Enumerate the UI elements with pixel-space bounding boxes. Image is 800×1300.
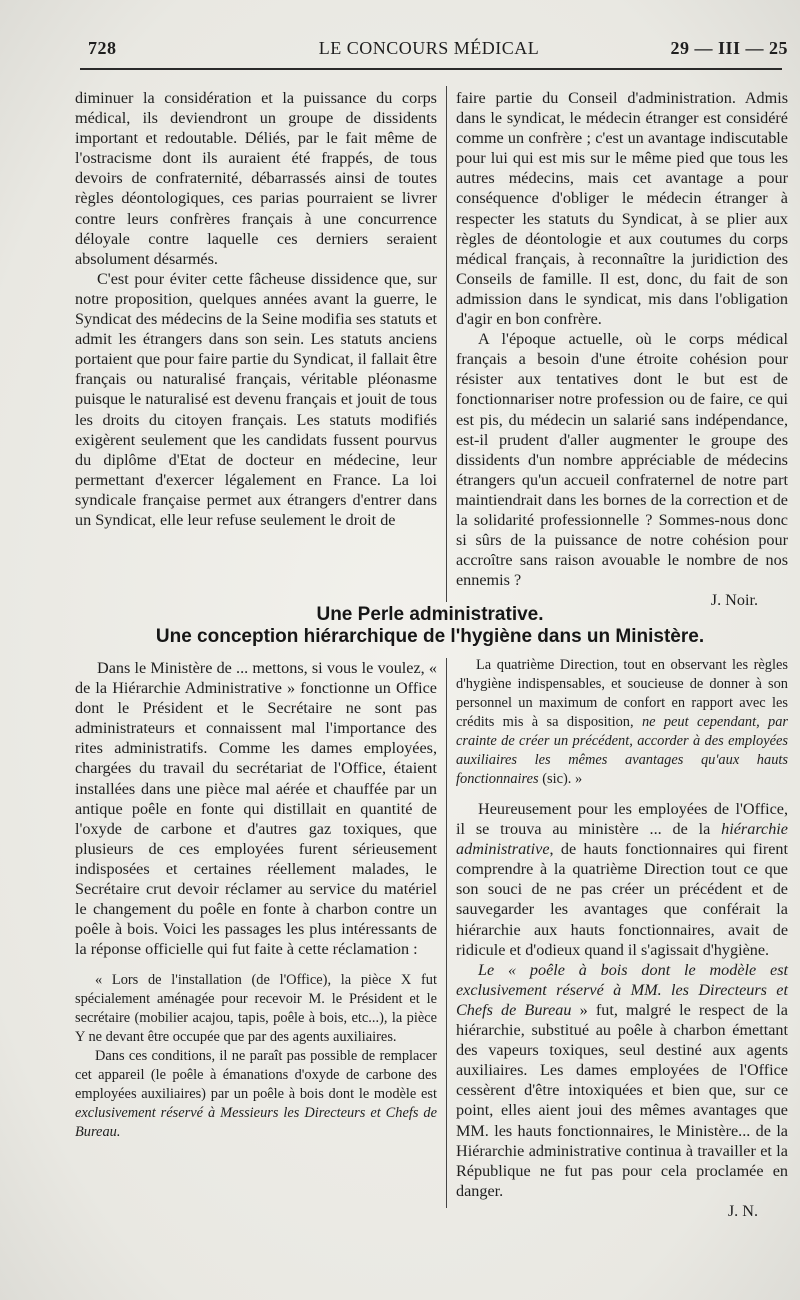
official-quote [75, 971, 437, 1142]
paragraph: C'est pour éviter cette fâcheuse dissidence que, sur notre proposition, quelques années avant la guerre, le Syndicat des médecins de la Seine modifia ses statuts et admit les étrangers dans son sein. Les statuts anciens portaient que pour faire partie du Syndicat, il fallait être français ou naturalisé français, véritable pléonasme puisque le naturalisé est devenu français et jouit de tous les droits du citoyen français. Les statuts modifiés exigèrent seulement que les candidats fussent pourvus du diplôme d'Etat de docteur en médecine, leur permettant d'exercer légalement en France. La loi syndicale française permet aux étrangers d'entrer dans un Syndicat, elle leur refuse seulement le droit de [75, 269, 437, 529]
page-number: 728 [88, 38, 117, 58]
paragraph: A l'époque actuelle, où le corps médical français a besoin d'une étroite cohésion pour résister aux tentatives dont le but est de fonctionnariser notre profession ou de faire, ce qui est pis, du médecin un salarié sans indépendance, est-il prudent d'aller augmenter le groupe des dissidents d'un nombre appréciable de médecins étrangers qu'un accueil confraternel de notre part maintiendrait dans les bornes de la correction et de la solidarité professionnelle ? Sommes-nous donc si sûrs de la puissance de notre cohésion pour accroître sans raison avouable le nombre de nos ennemis ? [456, 330, 788, 590]
quote-paragraph: « Lors de l'installation (de l'Office), la pièce X fut spécialement aménagée pour recevoir M. le Président et le secrétaire (mobilier acajou, tapis, poêle à bois, etc...), la pièce Y ne devant être occupée que par des agents auxiliaires. [75, 972, 437, 1046]
signature: J. Noir. [710, 591, 758, 610]
header-rule [80, 68, 782, 70]
paragraph: Le « poêle à bois dont le modèle est exclusivement réservé à MM. les Directeurs et Chefs de Bureau » fut, malgré le respect de la hiérarchie, substitué au poêle à charbon émettant des vapeurs toxiques, seul destiné aux agents auxiliaires. Les dames employées de l'Office cessèrent d'être intoxiquées et bien que, sur ce point, elles aient joui des mêmes avantages que MM. les hauts fonctionnaires, le Ministère... de la Hiérarchie administrative continua à travailler et la République ne fut pas pour cela proclamée en danger. [456, 960, 788, 1200]
paragraph: diminuer la considération et la puissance du corps médical, ils deviendront un groupe de dissidents important et redoutable. Déliés, par le fait même de l'ostracisme dont ils auraient été frappés, de tous devoirs de confraternité, débarrassés ainsi de toutes règles déontologiques, ces parias pourraient se livrer contre leurs confrères français à une concurrence déloyale contre laquelle ces derniers seraient absolument désarmés. [75, 89, 437, 268]
paragraph: faire partie du Conseil d'administration. Admis dans le syndicat, le médecin étranger est considéré comme un confrère ; c'est un avantage indiscutable pour lui qui est mis sur le même pied que tous les autres médecins, mais cet avantage a pour conséquence d'obliger le médecin étranger à respecter les statuts du Syndicat, à se plier aux règles de déontologie et aux coutumes du corps médical français, à reconnaître la juridiction des Conseils de famille. Il est, donc, du fait de son admission dans le syndicat, mis dans l'obligation d'agir en bon confrère. [456, 89, 788, 329]
top-left-column [75, 88, 437, 530]
issue-date: 29 — III — 25 [670, 38, 788, 58]
top-right-column [456, 88, 788, 610]
article-title: Une Perle administrative. [316, 604, 544, 625]
quote-paragraph: La quatrième Direction, tout en observant les règles d'hygiène indispensables, et soucieuse de donner à son personnel un maximum de confort en rapport avec les crédits mis à sa disposition, ne peut cependant, par crainte de créer un précédent, accorder à des employées auxiliaires les mêmes avantages qu'aux hauts fonctionnaires (sic). » [456, 657, 788, 787]
article-right-column [456, 656, 788, 1221]
article-left-column [75, 658, 437, 1142]
quote-paragraph: Dans ces conditions, il ne paraît pas possible de remplacer cet appareil (le poêle à émanations d'oxyde de carbone des employées auxiliaires) par un poêle à bois dont le modèle est exclusivement réservé à Messieurs les Directeurs et Chefs de Bureau. [75, 1048, 437, 1141]
journal-title: LE CONCOURS MÉDICAL [318, 38, 540, 58]
column-divider [446, 658, 447, 1208]
column-divider [446, 86, 447, 602]
page-header [70, 36, 788, 64]
paragraph: Heureusement pour les employées de l'Office, il se trouva au ministère ... de la hiérarchie administrative, de hauts fonctionnaires qui firent comprendre à la quatrième Direction tout ce que son souci de ne pas créer un précédent et de sauvegarder les avantages que conférait la hiérarchie aux hauts fonctionnaires, avait de ridicule et d'odieux quand il s'agissait d'hygiène. [456, 800, 788, 959]
paragraph: Dans le Ministère de ... mettons, si vous le voulez, « de la Hiérarchie Administrative » fonctionne un Office dont le Président et le Secrétaire ne sont pas administrateurs et connaissent mal l'importance des rites administratifs. Comme les dames employées, chargées du travail du secrétariat de l'Office, étaient installées dans une pièce mal aérée et chauffée par un antique poêle en fonte qui distillait en quantité de l'oxyde de carbone et d'autres gaz toxiques, que plusieurs de ces employées furent sérieusement indisposées et certaines réellement malades, le Secrétaire crut devoir réclamer au service du matériel le changement du poêle en fonte à charbon contre un poêle à bois. Voici les passages les plus intéressants de la réponse officielle qui fut faite à cette réclamation : [75, 659, 437, 959]
official-quote-continued [456, 656, 788, 789]
article-subtitle: Une conception hiérarchique de l'hygiène dans un Ministère. [155, 626, 705, 647]
signature: J. N. [727, 1201, 758, 1220]
